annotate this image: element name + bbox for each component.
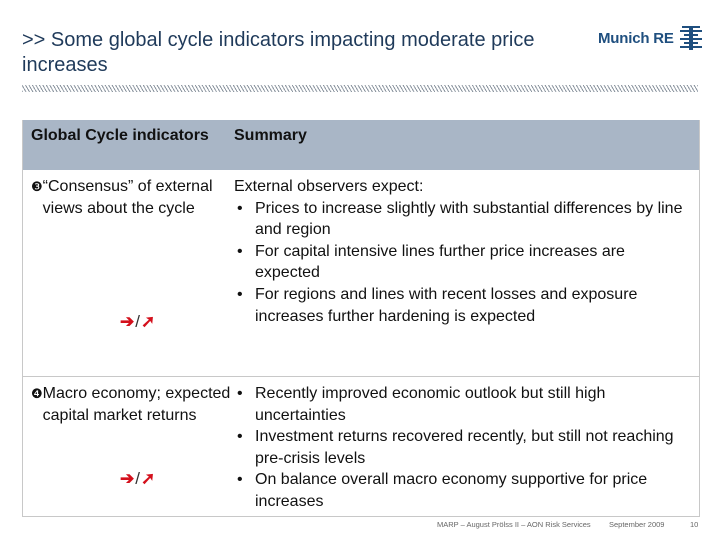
- table-row: [23, 377, 699, 516]
- arrow-right-icon: ➔: [120, 469, 135, 488]
- number-4-icon: ❹: [31, 386, 43, 401]
- slide-title: >> Some global cycle indicators impacting moderate price increases: [22, 29, 535, 76]
- column-header-summary: Summary: [234, 127, 307, 144]
- indicator-label: Macro economy; expected capital market returns: [42, 385, 231, 424]
- arrow-right-icon: ➔: [120, 312, 135, 331]
- arrow-up-right-icon: ➚: [140, 469, 156, 488]
- munich-re-logo: [598, 24, 702, 52]
- table-header-row: [23, 120, 699, 170]
- summary-intro: External observers expect:: [234, 178, 424, 195]
- hatched-divider: [22, 85, 698, 92]
- list-item: • Prices to increase slightly with substantial differences by line and region: [234, 198, 691, 241]
- munich-re-emblem-icon: [680, 25, 702, 51]
- summary-cell: [232, 377, 699, 516]
- logo-text: Munich RE: [598, 29, 674, 47]
- list-item: • Investment returns recovered recently, but still not reaching pre-crisis levels: [234, 426, 691, 469]
- trend-arrows: [120, 468, 155, 490]
- number-3-icon: ❸: [31, 179, 43, 194]
- indicator-cell: [23, 170, 232, 376]
- indicator-label: “Consensus” of external views about the cycle: [42, 178, 213, 217]
- arrow-up-right-icon: ➚: [140, 312, 156, 331]
- summary-bullet-list: [234, 198, 691, 328]
- list-item: • Recently improved economic outlook but still high uncertainties: [234, 383, 691, 426]
- arrow-separator: /: [135, 312, 140, 331]
- arrow-separator: /: [135, 469, 140, 488]
- list-item: • On balance overall macro economy supportive for price increases: [234, 469, 691, 512]
- indicator-cell: [23, 377, 232, 516]
- page-number: 10: [690, 520, 699, 529]
- trend-arrows: [120, 311, 155, 333]
- indicator-table: [22, 120, 700, 517]
- table-row: [23, 170, 699, 377]
- list-item: • For capital intensive lines further price increases are expected: [234, 241, 691, 284]
- summary-bullet-list: [234, 383, 691, 513]
- summary-cell: [232, 170, 699, 376]
- list-item: • For regions and lines with recent losses and exposure increases further hardening is expected: [234, 284, 691, 327]
- footer-date: September 2009: [609, 520, 665, 529]
- column-header-indicators: Global Cycle indicators: [31, 127, 209, 144]
- footer-source: MARP – August Prölss II – AON Risk Services: [437, 520, 591, 529]
